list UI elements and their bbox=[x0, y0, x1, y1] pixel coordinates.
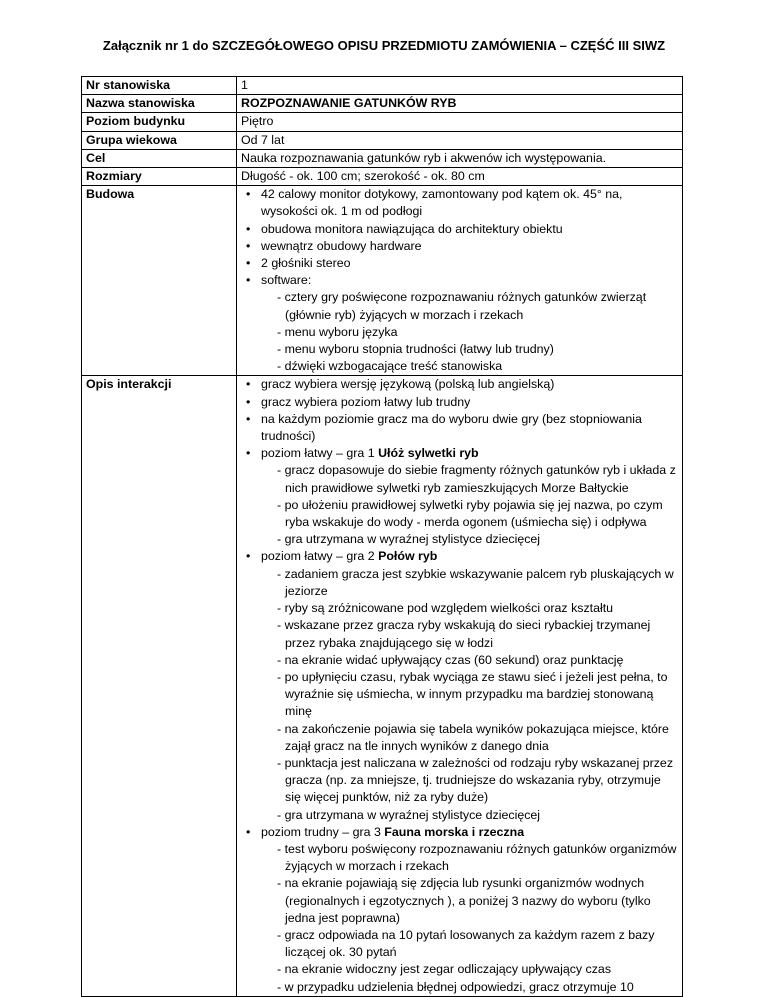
table-row bbox=[82, 113, 683, 131]
list-item bbox=[261, 548, 678, 823]
specification-table bbox=[81, 76, 683, 997]
table-row bbox=[82, 376, 683, 996]
list-item-text: software: bbox=[261, 273, 312, 288]
sub-item: - gracz dopasowuje do siebie fragmenty różnych gatunków ryb i układa z nich prawidłowe sylwetki ryb zamieszkujących Morze Bałtyckie bbox=[261, 462, 678, 496]
list-item: • wewnątrz obudowy hardware bbox=[261, 238, 678, 255]
game-name: Fauna morska i rzeczna bbox=[384, 824, 525, 839]
list-item: • gracz wybiera wersję językową (polską lub angielską) bbox=[261, 376, 678, 393]
table-row bbox=[82, 168, 683, 186]
sub-item: - gra utrzymana w wyraźnej stylistyce dziecięcej bbox=[261, 531, 678, 548]
game-prefix: poziom łatwy – gra 1 bbox=[261, 446, 375, 461]
row-label: Budowa bbox=[82, 186, 237, 376]
sub-item: - po upłynięciu czasu, rybak wyciąga ze stawu sieć i jeżeli jest pełna, to wyraźnie się uśmiecha, w innym przypadku ma bardziej stonowaną minę bbox=[261, 669, 678, 721]
table-row bbox=[82, 77, 683, 95]
list-item bbox=[261, 824, 678, 996]
sub-item: - w przypadku udzielenia błędnej odpowiedzi, gracz otrzymuje 10 bbox=[261, 979, 678, 996]
row-value: ROZPOZNAWANIE GATUNKÓW RYB bbox=[237, 95, 683, 113]
bullet-list bbox=[241, 376, 678, 995]
sub-item: - dźwięki wzbogacające treść stanowiska bbox=[261, 358, 678, 375]
list-item: • 2 głośniki stereo bbox=[261, 255, 678, 272]
sub-item: - menu wyboru stopnia trudności (łatwy lub trudny) bbox=[261, 341, 678, 358]
sub-item: - menu wyboru języka bbox=[261, 324, 678, 341]
sub-item: - na ekranie widać upływający czas (60 sekund) oraz punktację bbox=[261, 652, 678, 669]
row-value: Od 7 lat bbox=[237, 131, 683, 149]
row-label: Poziom budynku bbox=[82, 113, 237, 131]
row-label: Grupa wiekowa bbox=[82, 131, 237, 149]
game-prefix: poziom trudny – gra 3 bbox=[261, 824, 381, 839]
row-value: Długość - ok. 100 cm; szerokość - ok. 80 cm bbox=[237, 168, 683, 186]
table-row bbox=[82, 95, 683, 113]
table-row bbox=[82, 186, 683, 376]
row-value bbox=[237, 376, 683, 996]
sub-item: - cztery gry poświęcone rozpoznawaniu różnych gatunków zwierząt (głównie ryb) żyjących w morzach i rzekach bbox=[261, 289, 678, 323]
row-value bbox=[237, 186, 683, 376]
list-item: • 42 calowy monitor dotykowy, zamontowany pod kątem ok. 45° na, wysokości ok. 1 m od podłogi bbox=[261, 186, 678, 220]
sub-item: - na ekranie pojawiają się zdjęcia lub rysunki organizmów wodnych (regionalnych i egzotycznych ), a poniżej 3 nazwy do wyboru (tylko jedna jest poprawna) bbox=[261, 875, 678, 927]
row-value: Nauka rozpoznawania gatunków ryb i akwenów ich występowania. bbox=[237, 149, 683, 167]
game-prefix: poziom łatwy – gra 2 bbox=[261, 549, 375, 564]
sub-item: - wskazane przez gracza ryby wskakują do sieci rybackiej trzymanej przez rybaka znajdującego się w łodzi bbox=[261, 617, 678, 651]
list-item: • obudowa monitora nawiązująca do architektury obiektu bbox=[261, 221, 678, 238]
row-label: Cel bbox=[82, 149, 237, 167]
sub-item: - test wyboru poświęcony rozpoznawaniu różnych gatunków organizmów żyjących w morzach i rzekach bbox=[261, 841, 678, 875]
table-row bbox=[82, 131, 683, 149]
row-value: 1 bbox=[237, 77, 683, 95]
row-label: Nr stanowiska bbox=[82, 77, 237, 95]
game-name: Połów ryb bbox=[378, 549, 438, 564]
bullet-list bbox=[241, 186, 678, 375]
row-label: Opis interakcji bbox=[82, 376, 237, 996]
sub-item: - ryby są zróżnicowane pod względem wielkości oraz kształtu bbox=[261, 600, 678, 617]
sub-item: - po ułożeniu prawidłowej sylwetki ryby pojawia się jej nazwa, po czym ryba wskakuje do wody - merda ogonem (uśmiecha się) i odpływa bbox=[261, 497, 678, 531]
sub-item: - gra utrzymana w wyraźnej stylistyce dziecięcej bbox=[261, 807, 678, 824]
page-title: Załącznik nr 1 do SZCZEGÓŁOWEGO OPISU PRZEDMIOTU ZAMÓWIENIA – CZĘŚĆ III SIWZ bbox=[102, 38, 666, 53]
game-name: Ułóż sylwetki ryb bbox=[378, 446, 479, 461]
sub-item: - na zakończenie pojawia się tabela wyników pokazująca miejsce, które zajął gracz na tle innych wyników z danego dnia bbox=[261, 721, 678, 755]
list-item bbox=[261, 445, 678, 548]
sub-item: - zadaniem gracza jest szybkie wskazywanie palcem ryb pluskających w jeziorze bbox=[261, 566, 678, 600]
row-value: Piętro bbox=[237, 113, 683, 131]
sub-item: - na ekranie widoczny jest zegar odliczający upływający czas bbox=[261, 961, 678, 978]
row-label: Rozmiary bbox=[82, 168, 237, 186]
table-row bbox=[82, 149, 683, 167]
sub-item: - gracz odpowiada na 10 pytań losowanych za każdym razem z bazy liczącej ok. 30 pytań bbox=[261, 927, 678, 961]
list-item bbox=[261, 272, 678, 375]
row-label: Nazwa stanowiska bbox=[82, 95, 237, 113]
list-item: • gracz wybiera poziom łatwy lub trudny bbox=[261, 394, 678, 411]
list-item: • na każdym poziomie gracz ma do wyboru dwie gry (bez stopniowania trudności) bbox=[261, 411, 678, 445]
sub-item: - punktacja jest naliczana w zależności od rodzaju ryby wskazanej przez gracza (np. za mniejsze, tj. trudniejsze do wskazania ryby, otrzymuje się więcej punktów, niż za ryby duże) bbox=[261, 755, 678, 807]
